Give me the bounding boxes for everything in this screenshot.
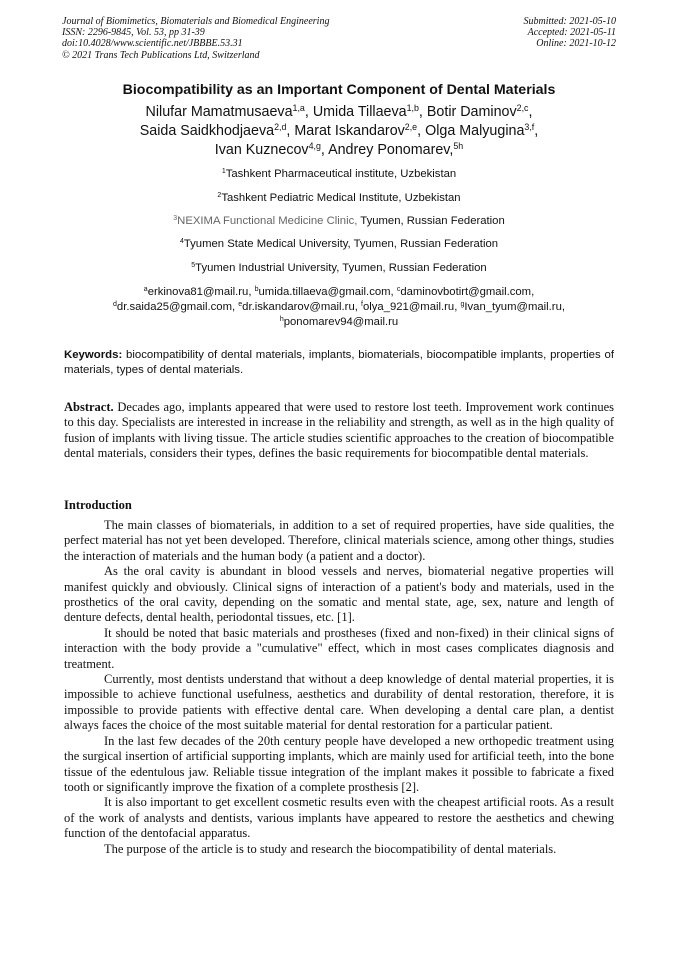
- affiliation-sup: 4: [179, 238, 184, 246]
- author-sep: ,: [320, 142, 329, 158]
- affiliation-1: [0, 168, 678, 180]
- body-paragraph: In the last few decades of the 20th century people have developed a new orthopedic treatment using the surgical insertion of artificial supporting implants, which are mainly used for artificial teeth, into the bone tissue of the edentulous jaw. Reliable tissue integration of the implant makes it possible to fabricate a fixed tooth or significantly improve the fixation of a complete prosthesis [2].: [64, 733, 614, 794]
- author-sup: 5h: [453, 141, 464, 152]
- author-name: Marat Iskandarov: [294, 123, 405, 139]
- copyright: © 2021 Trans Tech Publications Ltd, Switzerland: [62, 49, 260, 61]
- author-sep: ,: [304, 104, 313, 120]
- online-date: Online: 2021-10-12: [536, 38, 616, 50]
- author-sup: 4,g: [308, 141, 321, 152]
- affiliation-name: Tyumen State Medical University, Tyumen, Russian Federation: [183, 238, 499, 250]
- author-name: Andrey Ponomarev,: [328, 142, 454, 158]
- running-header: [62, 16, 616, 61]
- email-link[interactable]: ponomarev94@mail.ru: [283, 316, 399, 328]
- affiliation-2: [0, 192, 678, 204]
- introduction-body: [64, 518, 614, 857]
- doi: doi:10.4028/www.scientific.net/JBBBE.53.31: [62, 38, 243, 50]
- author-sep: ,: [528, 104, 533, 120]
- author-sup: 1,b: [406, 103, 419, 114]
- publication-dates: [524, 16, 617, 61]
- email-sup: g: [460, 301, 465, 309]
- email-line: [0, 315, 678, 330]
- abstract-label: Abstract.: [64, 400, 114, 414]
- email-sup: e: [238, 301, 243, 309]
- author-name: Botir Daminov: [426, 104, 517, 120]
- author-name: Umida Tillaeva: [312, 104, 407, 120]
- email-sup: d: [113, 301, 117, 309]
- email-line: [0, 300, 678, 315]
- affiliation-name: Tyumen, Russian Federation: [357, 215, 505, 227]
- submitted-date: Submitted: 2021-05-10: [523, 16, 616, 27]
- author-line: [0, 141, 678, 160]
- journal-info: [62, 16, 329, 61]
- author-sup: 3,f: [524, 122, 535, 133]
- affiliation-name: Tyumen Industrial University, Tyumen, Russian Federation: [195, 262, 487, 274]
- author-list: [0, 103, 678, 160]
- paper-title: Biocompatibility as an Important Component of Dental Materials: [122, 82, 556, 98]
- accepted-date: Accepted: 2021-05-11: [527, 27, 616, 39]
- issn: ISSN: 2296-9845, Vol. 53, pp 31-39: [62, 27, 205, 39]
- email-sup: c: [396, 286, 401, 294]
- body-paragraph: The purpose of the article is to study and research the biocompatibility of dental materials.: [104, 841, 557, 856]
- abstract-paragraph: [64, 400, 614, 461]
- body-paragraph: It should be noted that basic materials and prostheses (fixed and non-fixed) in their clinical signs of interaction with the body provide a "cumulative" effect, which in most cases complicates diagnosis and treatment.: [64, 625, 614, 671]
- keywords-label: Keywords:: [64, 349, 123, 361]
- affiliation-3: [0, 215, 678, 227]
- email-link[interactable]: olya_921@mail.ru,: [362, 301, 461, 313]
- keywords-paragraph: [64, 348, 614, 377]
- author-sup: 1,a: [292, 103, 305, 114]
- affiliation-name: Tashkent Pediatric Medical Institute, Uzbekistan: [221, 192, 461, 204]
- email-link[interactable]: umida.tillaeva@gmail.com,: [258, 286, 397, 298]
- email-list: [0, 285, 678, 330]
- author-name: Saida Saidkhodjaeva: [139, 123, 275, 139]
- author-sep: ,: [417, 123, 426, 139]
- email-link[interactable]: daminovbotirt@gmail.com,: [400, 286, 535, 298]
- author-sep: ,: [286, 123, 295, 139]
- author-line: [0, 103, 678, 122]
- email-link[interactable]: Ivan_tyum@mail.ru,: [464, 301, 565, 313]
- introduction-heading: Introduction: [64, 498, 132, 512]
- author-sup: 2,d: [274, 122, 287, 133]
- author-sup: 2,e: [404, 122, 418, 133]
- email-link[interactable]: dr.iskandarov@mail.ru,: [242, 301, 362, 313]
- email-sup: f: [361, 301, 363, 309]
- affiliation-name: Tashkent Pharmaceutical institute, Uzbekistan: [225, 168, 457, 180]
- email-sup: h: [279, 316, 284, 324]
- author-name: Nilufar Mamatmusaeva: [145, 104, 293, 120]
- author-name: Ivan Kuznecov: [214, 142, 309, 158]
- author-sep: ,: [534, 123, 539, 139]
- body-paragraph: The main classes of biomaterials, in addition to a set of required properties, have side qualities, the perfect material has not yet been developed. Therefore, clinical materials science, among other things, studies the interaction of materials and the human body (a patient and a doctor).: [64, 518, 614, 563]
- author-name: Olga Malyugina: [425, 123, 525, 139]
- journal-name: Journal of Biomimetics, Biomaterials and Biomedical Engineering: [62, 16, 330, 27]
- abstract-text: Decades ago, implants appeared that were used to restore lost teeth. Improvement work continues to this day. Specialists are interested in increase in the reliability and strength, as well as in the high quality of fusion of implants with living tissue. The article studies scientific approaches to the creation of biocompatible dental materials, considers their types, defines the basic requirements for biocompatible dental materials.: [64, 400, 614, 460]
- email-line: [0, 285, 678, 300]
- affiliation-clinic: NEXIMA Functional Medicine Clinic,: [177, 215, 358, 227]
- affiliation-5: [0, 262, 678, 274]
- author-line: [0, 122, 678, 141]
- keywords-text: biocompatibility of dental materials, implants, biomaterials, biocompatible implants, properties of materials, types of dental materials.: [64, 349, 614, 376]
- email-sup: b: [254, 286, 259, 294]
- email-link[interactable]: dr.saida25@gmail.com,: [116, 301, 239, 313]
- body-paragraph: Currently, most dentists understand that without a deep knowledge of dental material properties, it is impossible to achieve functional usefulness, aesthetics and durability of dental restoration, therefore, it is impossible to provide patients with effective dental care. When developing a dental care plan, a dentist always faces the choice of the most suitable material for dental restoration for a particular patient.: [64, 672, 614, 733]
- affiliation-sup: 3: [173, 215, 178, 223]
- affiliation-4: [0, 238, 678, 250]
- affiliation-sup: 2: [217, 192, 222, 200]
- affiliation-sup: 5: [191, 262, 196, 270]
- author-sup: 2,c: [516, 103, 529, 114]
- author-sep: ,: [418, 104, 427, 120]
- body-paragraph: It is also important to get excellent cosmetic results even with the cheapest artificial roots. As a result of the work of analysts and dentists, various implants have appeared to restore the aesthetics and chewing function of the dentofacial apparatus.: [64, 795, 614, 841]
- body-paragraph: As the oral cavity is abundant in blood vessels and nerves, biomaterial negative properties will manifest quickly and obviously. Clinical signs of interaction of a patient's body and materials, used in the prosthetics of the oral cavity, depending on the somatic and mental state, age, sex, nature and length of denture defects, dental health, periodontal tissues, etc. [1].: [64, 564, 614, 625]
- email-sup: a: [143, 286, 148, 294]
- affiliation-sup: 1: [221, 168, 226, 176]
- email-link[interactable]: erkinova81@mail.ru,: [147, 286, 255, 298]
